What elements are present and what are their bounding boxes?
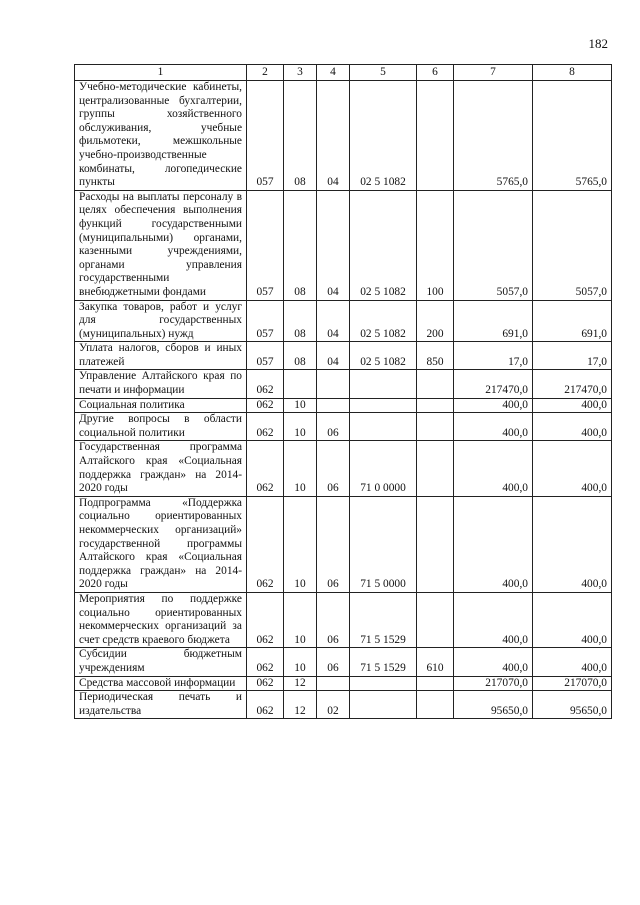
cell-subsection: 04: [317, 190, 350, 300]
cell-subsection: [317, 398, 350, 413]
cell-target-article: 71 5 1529: [350, 648, 417, 676]
cell-subsection: 04: [317, 342, 350, 370]
column-header: 4: [317, 65, 350, 81]
cell-target-article: 02 5 1082: [350, 81, 417, 191]
cell-section: 08: [284, 342, 317, 370]
cell-amount-total: 5765,0: [533, 81, 612, 191]
table-row: [75, 342, 612, 370]
column-header: 8: [533, 65, 612, 81]
cell-target-article: [350, 676, 417, 691]
header-row: [75, 65, 612, 81]
row-name: Периодическая печать и издательства: [75, 691, 247, 719]
cell-subsection: 06: [317, 592, 350, 647]
table-row: [75, 81, 612, 191]
cell-expense-type: [417, 413, 454, 441]
cell-subsection: [317, 676, 350, 691]
cell-ministry-code: 062: [247, 648, 284, 676]
table-row: [75, 676, 612, 691]
row-name: Средства массовой информации: [75, 676, 247, 691]
table-row: [75, 190, 612, 300]
cell-section: 10: [284, 592, 317, 647]
cell-subsection: [317, 370, 350, 398]
cell-subsection: 06: [317, 441, 350, 496]
cell-section: 10: [284, 398, 317, 413]
cell-ministry-code: 062: [247, 413, 284, 441]
cell-amount: 400,0: [454, 398, 533, 413]
table-row: [75, 441, 612, 496]
cell-amount-total: 217070,0: [533, 676, 612, 691]
table-body: [75, 81, 612, 719]
cell-section: 08: [284, 190, 317, 300]
cell-section: 10: [284, 413, 317, 441]
cell-ministry-code: 062: [247, 592, 284, 647]
cell-subsection: 06: [317, 496, 350, 592]
cell-section: 08: [284, 300, 317, 342]
row-name: Закупка товаров, работ и услуг для государственных (муниципальных) нужд: [75, 300, 247, 342]
cell-expense-type: 200: [417, 300, 454, 342]
column-header: 3: [284, 65, 317, 81]
cell-amount-total: 400,0: [533, 496, 612, 592]
cell-section: 10: [284, 441, 317, 496]
cell-ministry-code: 057: [247, 81, 284, 191]
column-header: 2: [247, 65, 284, 81]
cell-section: 08: [284, 81, 317, 191]
cell-amount-total: 400,0: [533, 398, 612, 413]
cell-ministry-code: 062: [247, 691, 284, 719]
cell-ministry-code: 062: [247, 398, 284, 413]
cell-amount: 95650,0: [454, 691, 533, 719]
cell-expense-type: 850: [417, 342, 454, 370]
table-row: [75, 413, 612, 441]
cell-expense-type: [417, 370, 454, 398]
cell-ministry-code: 057: [247, 190, 284, 300]
table-row: [75, 398, 612, 413]
cell-subsection: 02: [317, 691, 350, 719]
cell-expense-type: [417, 496, 454, 592]
budget-table: [74, 64, 612, 719]
cell-expense-type: 610: [417, 648, 454, 676]
cell-target-article: 02 5 1082: [350, 300, 417, 342]
cell-amount: 400,0: [454, 441, 533, 496]
cell-amount: 5057,0: [454, 190, 533, 300]
row-name: Расходы на выплаты персоналу в целях обеспечения выполнения функций государственными (муниципальными) органами, казенными учреждениями, органами управления государственными внебюджетными фондами: [75, 190, 247, 300]
row-name: Другие вопросы в области социальной политики: [75, 413, 247, 441]
cell-subsection: 06: [317, 413, 350, 441]
table-row: [75, 370, 612, 398]
column-header: 6: [417, 65, 454, 81]
cell-ministry-code: 057: [247, 300, 284, 342]
row-name: Государственная программа Алтайского края «Социальная поддержка граждан» на 2014-2020 годы: [75, 441, 247, 496]
cell-expense-type: [417, 441, 454, 496]
cell-amount: 17,0: [454, 342, 533, 370]
row-name: Уплата налогов, сборов и иных платежей: [75, 342, 247, 370]
cell-amount-total: 95650,0: [533, 691, 612, 719]
cell-expense-type: [417, 81, 454, 191]
cell-section: [284, 370, 317, 398]
cell-ministry-code: 062: [247, 370, 284, 398]
row-name: Управление Алтайского края по печати и информации: [75, 370, 247, 398]
cell-target-article: 71 5 1529: [350, 592, 417, 647]
table-row: [75, 648, 612, 676]
cell-amount: 691,0: [454, 300, 533, 342]
cell-amount-total: 17,0: [533, 342, 612, 370]
cell-amount: 217470,0: [454, 370, 533, 398]
table-row: [75, 592, 612, 647]
cell-amount-total: 400,0: [533, 413, 612, 441]
row-name: Социальная политика: [75, 398, 247, 413]
cell-section: 12: [284, 691, 317, 719]
cell-amount: 400,0: [454, 648, 533, 676]
column-header: 5: [350, 65, 417, 81]
cell-target-article: [350, 370, 417, 398]
cell-ministry-code: 062: [247, 441, 284, 496]
cell-amount-total: 691,0: [533, 300, 612, 342]
cell-expense-type: 100: [417, 190, 454, 300]
row-name: Мероприятия по поддержке социально ориентированных некоммерческих организаций за счет средств краевого бюджета: [75, 592, 247, 647]
table-row: [75, 691, 612, 719]
cell-amount-total: 400,0: [533, 648, 612, 676]
table-row: [75, 300, 612, 342]
page-number: 182: [588, 36, 608, 51]
cell-target-article: [350, 398, 417, 413]
cell-ministry-code: 062: [247, 496, 284, 592]
cell-target-article: [350, 691, 417, 719]
cell-amount: 400,0: [454, 592, 533, 647]
table-row: [75, 496, 612, 592]
cell-subsection: 04: [317, 81, 350, 191]
cell-expense-type: [417, 592, 454, 647]
cell-section: 10: [284, 648, 317, 676]
cell-expense-type: [417, 398, 454, 413]
cell-target-article: 02 5 1082: [350, 342, 417, 370]
cell-target-article: [350, 413, 417, 441]
cell-amount-total: 5057,0: [533, 190, 612, 300]
cell-amount: 217070,0: [454, 676, 533, 691]
row-name: Учебно-методические кабинеты, централизованные бухгалтерии, группы хозяйственного обслуживания, учебные фильмотеки, межшкольные учебно-производственные комбинаты, логопедические пункты: [75, 81, 247, 191]
cell-section: 12: [284, 676, 317, 691]
cell-target-article: 02 5 1082: [350, 190, 417, 300]
row-name: Субсидии бюджетным учреждениям: [75, 648, 247, 676]
cell-amount-total: 400,0: [533, 441, 612, 496]
row-name: Подпрограмма «Поддержка социально ориентированных некоммерческих организаций» государственной программы Алтайского края «Социальная поддержка граждан» на 2014-2020 годы: [75, 496, 247, 592]
cell-ministry-code: 057: [247, 342, 284, 370]
cell-subsection: 04: [317, 300, 350, 342]
cell-amount-total: 217470,0: [533, 370, 612, 398]
cell-section: 10: [284, 496, 317, 592]
cell-expense-type: [417, 691, 454, 719]
cell-amount-total: 400,0: [533, 592, 612, 647]
cell-amount: 400,0: [454, 496, 533, 592]
column-header: 7: [454, 65, 533, 81]
cell-amount: 400,0: [454, 413, 533, 441]
cell-target-article: 71 0 0000: [350, 441, 417, 496]
cell-amount: 5765,0: [454, 81, 533, 191]
column-header: 1: [75, 65, 247, 81]
cell-ministry-code: 062: [247, 676, 284, 691]
cell-expense-type: [417, 676, 454, 691]
cell-target-article: 71 5 0000: [350, 496, 417, 592]
cell-subsection: 06: [317, 648, 350, 676]
